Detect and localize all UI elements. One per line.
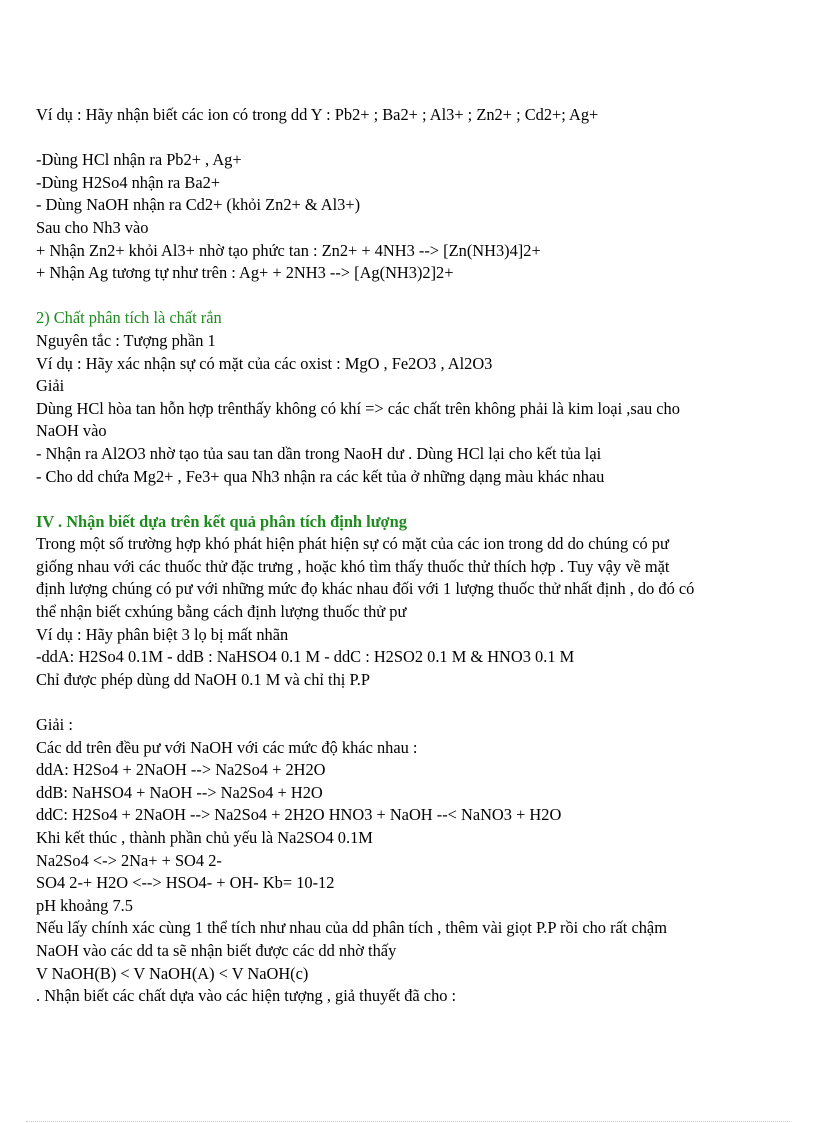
- solution-line: V NaOH(B) < V NaOH(A) < V NaOH(c): [36, 963, 309, 983]
- solution-line: Nếu lấy chính xác cùng 1 thể tích như nhau của dd phân tích , thêm vài giọt P.P rồi cho rất chậm: [36, 918, 667, 938]
- ion-step: -Dùng H2So4 nhận ra Ba2+: [36, 172, 221, 192]
- solid-line: - Cho dd chứa Mg2+ , Fe3+ qua Nh3 nhận ra các kết tủa ở những dạng màu khác nhau: [36, 466, 605, 486]
- quant-intro-line: thể nhận biết cxhúng bằng cách định lượng thuốc thử pư: [36, 602, 407, 622]
- solution-line: Khi kết thúc , thành phần chủ yếu là Na2SO4 0.1M: [36, 828, 373, 847]
- quant-intro-line: giống nhau với các thuốc thử đặc trưng , hoặc khó tìm thấy thuốc thử thích hợp . Tuy vậy về mặt: [36, 556, 670, 576]
- spacer: [36, 127, 796, 150]
- solution-line: ddC: H2So4 + 2NaOH --> Na2So4 + 2H2O HNO3 + NaOH --< NaNO3 + H2O: [36, 805, 562, 825]
- quant-intro-line: Trong một số trường hợp khó phát hiện phát hiện sự có mặt của các ion trong dd do chúng có pư: [36, 534, 669, 554]
- solution-line: Các dd trên đều pư với NaOH với các mức độ khác nhau :: [36, 737, 418, 757]
- solid-line: Nguyên tắc : Tượng phần 1: [36, 330, 216, 350]
- solid-line: - Nhận ra Al2O3 nhờ tạo tủa sau tan dần trong NaoH dư . Dùng HCl lại cho kết tủa lại: [36, 443, 602, 463]
- solution-line: NaOH vào các dd ta sẽ nhận biết được các dd nhờ thấy: [36, 940, 397, 960]
- ion-step: Sau cho Nh3 vào: [36, 217, 149, 237]
- spacer: [36, 691, 796, 714]
- quant-heading: IV . Nhận biết dựa trên kết quả phân tích định lượng: [36, 511, 407, 531]
- ion-step: + Nhận Zn2+ khỏi Al3+ nhờ tạo phức tan : Zn2+ + 4NH3 --> [Zn(NH3)4]2+: [36, 240, 541, 260]
- solution-line: ddB: NaHSO4 + NaOH --> Na2So4 + H2O: [36, 782, 323, 802]
- quant-intro-line: định lượng chúng có pư với những mức đọ khác nhau đối với 1 lượng thuốc thử nhất định , do đó có: [36, 579, 695, 599]
- quant-intro-line: Ví dụ : Hãy phân biệt 3 lọ bị mất nhãn: [36, 624, 289, 644]
- quant-intro-line: -ddA: H2So4 0.1M - ddB : NaHSO4 0.1 M - ddC : H2SO2 0.1 M & HNO3 0.1 M: [36, 647, 575, 667]
- quant-intro-line: Chỉ được phép dùng dd NaOH 0.1 M và chỉ thị P.P: [36, 669, 370, 689]
- spacer: [36, 488, 796, 511]
- solution-line: SO4 2-+ H2O <--> HSO4- + OH- Kb= 10-12: [36, 873, 335, 893]
- solution-line: Na2So4 <-> 2Na+ + SO4 2-: [36, 850, 222, 870]
- solution-line: . Nhận biết các chất dựa vào các hiện tượng , giả thuyết đã cho :: [36, 986, 457, 1006]
- solid-line: Dùng HCl hòa tan hỗn hợp trênthấy không có khí => các chất trên không phải là kim loại ,sau cho: [36, 398, 680, 418]
- solution-line: pH khoảng 7.5: [36, 895, 133, 915]
- solution-line: ddA: H2So4 + 2NaOH --> Na2So4 + 2H2O: [36, 760, 326, 780]
- spacer: [36, 285, 796, 308]
- ion-step: - Dùng NaOH nhận ra Cd2+ (khỏi Zn2+ & Al3+): [36, 195, 361, 215]
- ion-example: Ví dụ : Hãy nhận biết các ion có trong dd Y : Pb2+ ; Ba2+ ; Al3+ ; Zn2+ ; Cd2+; Ag+: [36, 105, 599, 124]
- solid-line: Ví dụ : Hãy xác nhận sự có mặt của các oxist : MgO , Fe2O3 , Al2O3: [36, 353, 493, 373]
- document-page: [36, 104, 796, 1008]
- ion-step: -Dùng HCl nhận ra Pb2+ , Ag+: [36, 150, 242, 170]
- solution-line: Giải :: [36, 715, 73, 735]
- solid-line: NaOH vào: [36, 421, 107, 441]
- page-bottom-divider: [26, 1121, 790, 1122]
- solid-heading: 2) Chất phân tích là chất rắn: [36, 308, 222, 328]
- ion-step: + Nhận Ag tương tự như trên : Ag+ + 2NH3 --> [Ag(NH3)2]2+: [36, 263, 454, 283]
- solid-line: Giải: [36, 376, 65, 396]
